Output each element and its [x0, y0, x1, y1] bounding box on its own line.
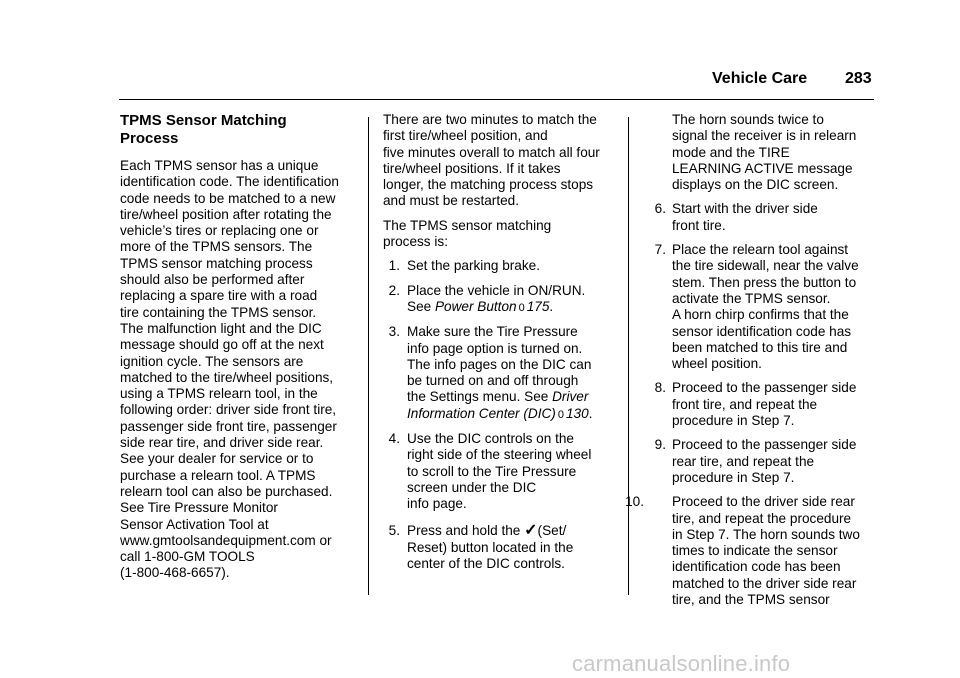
step-3 — [383, 324, 623, 423]
text-line: and must be restarted. — [383, 193, 520, 209]
text-line: mode and the TIRE — [672, 144, 790, 160]
text-line: side rear tire, and driver side rear. — [120, 435, 324, 451]
text-line: passenger side front tire, passenger — [120, 418, 337, 434]
step-10 — [625, 494, 884, 608]
text-line: be turned on and off through — [407, 373, 579, 389]
text-line: displays on the DIC screen. — [672, 177, 839, 193]
text-line: front tire, and repeat the — [672, 396, 818, 412]
period: . — [588, 405, 593, 421]
text-line: Start with the driver side — [672, 201, 818, 217]
step-4 — [383, 431, 623, 512]
step-1 — [383, 258, 623, 274]
text-line: should also be performed after — [120, 272, 305, 288]
text-line — [407, 406, 623, 423]
text-line: five minutes overall to match all four — [383, 144, 600, 160]
text-line: Proceed to the passenger side — [672, 437, 857, 453]
text-line: tire/wheel positions. If it takes — [383, 160, 561, 176]
step-number: 1. — [388, 258, 400, 274]
text-line: sensor identification code has — [672, 323, 852, 339]
text-line: vehicle’s tires or replacing one or — [120, 223, 319, 239]
step-number: 7. — [654, 242, 666, 258]
column-1 — [120, 112, 360, 590]
text-line: the tire sidewall, near the valve — [672, 258, 859, 274]
column-divider-left — [368, 117, 369, 595]
text-line: following order: driver side front tire, — [120, 402, 337, 418]
text-line: info page. — [407, 496, 467, 512]
text-line: process is: — [383, 234, 448, 250]
press-text: Press and hold the — [407, 522, 525, 538]
set-text: (Set/ — [537, 522, 567, 538]
text-line: ignition cycle. The sensors are — [120, 353, 304, 369]
see-text: the Settings menu. See — [407, 389, 553, 405]
checkmark-icon: ✓ — [524, 521, 538, 539]
text-line: been matched to this tire and — [672, 339, 848, 355]
text-line: matched to the tire/wheel positions, — [120, 369, 334, 385]
step-number: 10. — [625, 494, 644, 510]
page-reference-number[interactable]: 130 — [565, 405, 589, 421]
column-divider-right — [628, 117, 629, 595]
header-title: Vehicle Care — [712, 70, 808, 87]
text-line: A horn chirp confirms that the — [672, 307, 849, 323]
cross-reference-link[interactable]: Power Button — [434, 298, 517, 314]
text-line: replacing a spare tire with a road — [120, 288, 318, 304]
text-line: The horn sounds twice to — [672, 112, 824, 127]
page-number: 283 — [845, 70, 872, 87]
text-line: The malfunction light and the DIC — [120, 320, 322, 336]
text-line: rear tire, and repeat the — [672, 453, 815, 469]
text-line: screen under the DIC — [407, 479, 537, 495]
text-line: to scroll to the Tire Pressure — [407, 463, 577, 479]
text-line: (1-800-468-6657). — [120, 565, 230, 581]
header-rule — [119, 99, 874, 100]
text-line: in Step 7. The horn sounds two — [672, 526, 860, 542]
text-line: message should go off at the next — [120, 337, 324, 353]
step-number: 6. — [654, 201, 666, 217]
text-line: tire containing the TPMS sensor. — [120, 304, 317, 320]
intro-paragraph — [120, 158, 360, 582]
step-number: 9. — [654, 437, 666, 453]
text-line — [407, 299, 623, 316]
page-reference-icon: 0 — [518, 301, 525, 314]
text-line: TPMS sensor matching process — [120, 255, 313, 271]
cross-reference-link[interactable]: Information Center (DIC) — [407, 405, 556, 421]
step-7 — [644, 242, 884, 372]
see-text: See — [407, 298, 435, 314]
text-line: Each TPMS sensor has a unique — [120, 158, 319, 173]
text-line: right side of the steering wheel — [407, 447, 592, 463]
period: . — [549, 298, 554, 314]
text-line: relearn tool can also be purchased. — [120, 483, 333, 499]
text-line: Place the vehicle in ON/RUN. — [407, 282, 586, 298]
text-line: first tire/wheel position, and — [383, 128, 548, 144]
text-line: info page option is turned on. — [407, 340, 583, 356]
step-9 — [644, 437, 884, 486]
step-8 — [644, 380, 884, 429]
page-reference-number[interactable]: 175 — [526, 298, 550, 314]
text-line: matched to the driver side rear — [672, 575, 857, 591]
text-line: Reset) button located in the — [407, 539, 574, 555]
step-number: 8. — [654, 380, 666, 396]
text-line: See Tire Pressure Monitor — [120, 500, 278, 516]
text-line: procedure in Step 7. — [672, 413, 795, 429]
step-5 — [383, 521, 623, 573]
text-line: front tire. — [672, 217, 726, 233]
text-line: times to indicate the sensor — [672, 543, 838, 559]
text-line — [407, 389, 623, 405]
text-line: wheel position. — [672, 356, 762, 372]
column-3 — [625, 112, 884, 616]
step-6 — [644, 201, 884, 234]
text-line: identification code has been — [672, 559, 841, 575]
watermark[interactable]: carmanualsonline.info — [572, 651, 791, 676]
step-5-continued — [644, 112, 884, 193]
text-line: more of the TPMS sensors. The — [120, 239, 313, 255]
text-line: using a TPMS relearn tool, in the — [120, 386, 318, 402]
text-line: Place the relearn tool against — [672, 242, 849, 258]
timing-paragraph — [383, 112, 623, 210]
text-line: activate the TPMS sensor. — [672, 290, 831, 306]
text-line: procedure in Step 7. — [672, 469, 795, 485]
cross-reference-link[interactable]: Driver — [552, 389, 589, 405]
section-title-line: TPMS Sensor Matching — [120, 112, 287, 129]
text-line: The info pages on the DIC can — [407, 356, 592, 372]
step-number: 2. — [388, 282, 400, 298]
text-line: www.gmtoolsandequipment.com or — [120, 532, 332, 548]
section-title — [120, 112, 360, 148]
text-line: Make sure the Tire Pressure — [407, 324, 578, 340]
text-line: There are two minutes to match the — [383, 112, 597, 127]
text-line: Sensor Activation Tool at — [120, 516, 269, 532]
text-line: Proceed to the passenger side — [672, 380, 857, 396]
text-line: code needs to be matched to a new — [120, 190, 336, 206]
text-line: call 1-800-GM TOOLS — [120, 549, 255, 565]
text-line: stem. Then press the button to — [672, 274, 857, 290]
text-line: Set the parking brake. — [407, 258, 540, 274]
step-number: 5. — [388, 522, 400, 538]
text-line: identification code. The identification — [120, 174, 339, 190]
text-line: longer, the matching process stops — [383, 177, 594, 193]
page-reference-icon: 0 — [557, 408, 564, 421]
text-line: tire, and the TPMS sensor — [672, 592, 830, 608]
text-line: The TPMS sensor matching — [383, 217, 552, 233]
step-2 — [383, 283, 623, 317]
text-line: tire, and repeat the procedure — [672, 510, 852, 526]
text-line: Proceed to the driver side rear — [672, 494, 855, 510]
text-line: purchase a relearn tool. A TPMS — [120, 467, 316, 483]
text-line — [407, 521, 623, 540]
text-line: LEARNING ACTIVE message — [672, 160, 853, 176]
process-intro-paragraph — [383, 218, 623, 251]
text-line: center of the DIC controls. — [407, 555, 565, 571]
text-line: See your dealer for service or to — [120, 451, 314, 467]
text-line: tire/wheel position after rotating the — [120, 206, 332, 222]
text-line: Use the DIC controls on the — [407, 431, 574, 447]
text-line: signal the receiver is in relearn — [672, 128, 857, 144]
step-number: 3. — [388, 324, 400, 340]
column-2 — [383, 112, 623, 580]
step-number: 4. — [388, 431, 400, 447]
section-title-line: Process — [120, 130, 179, 147]
